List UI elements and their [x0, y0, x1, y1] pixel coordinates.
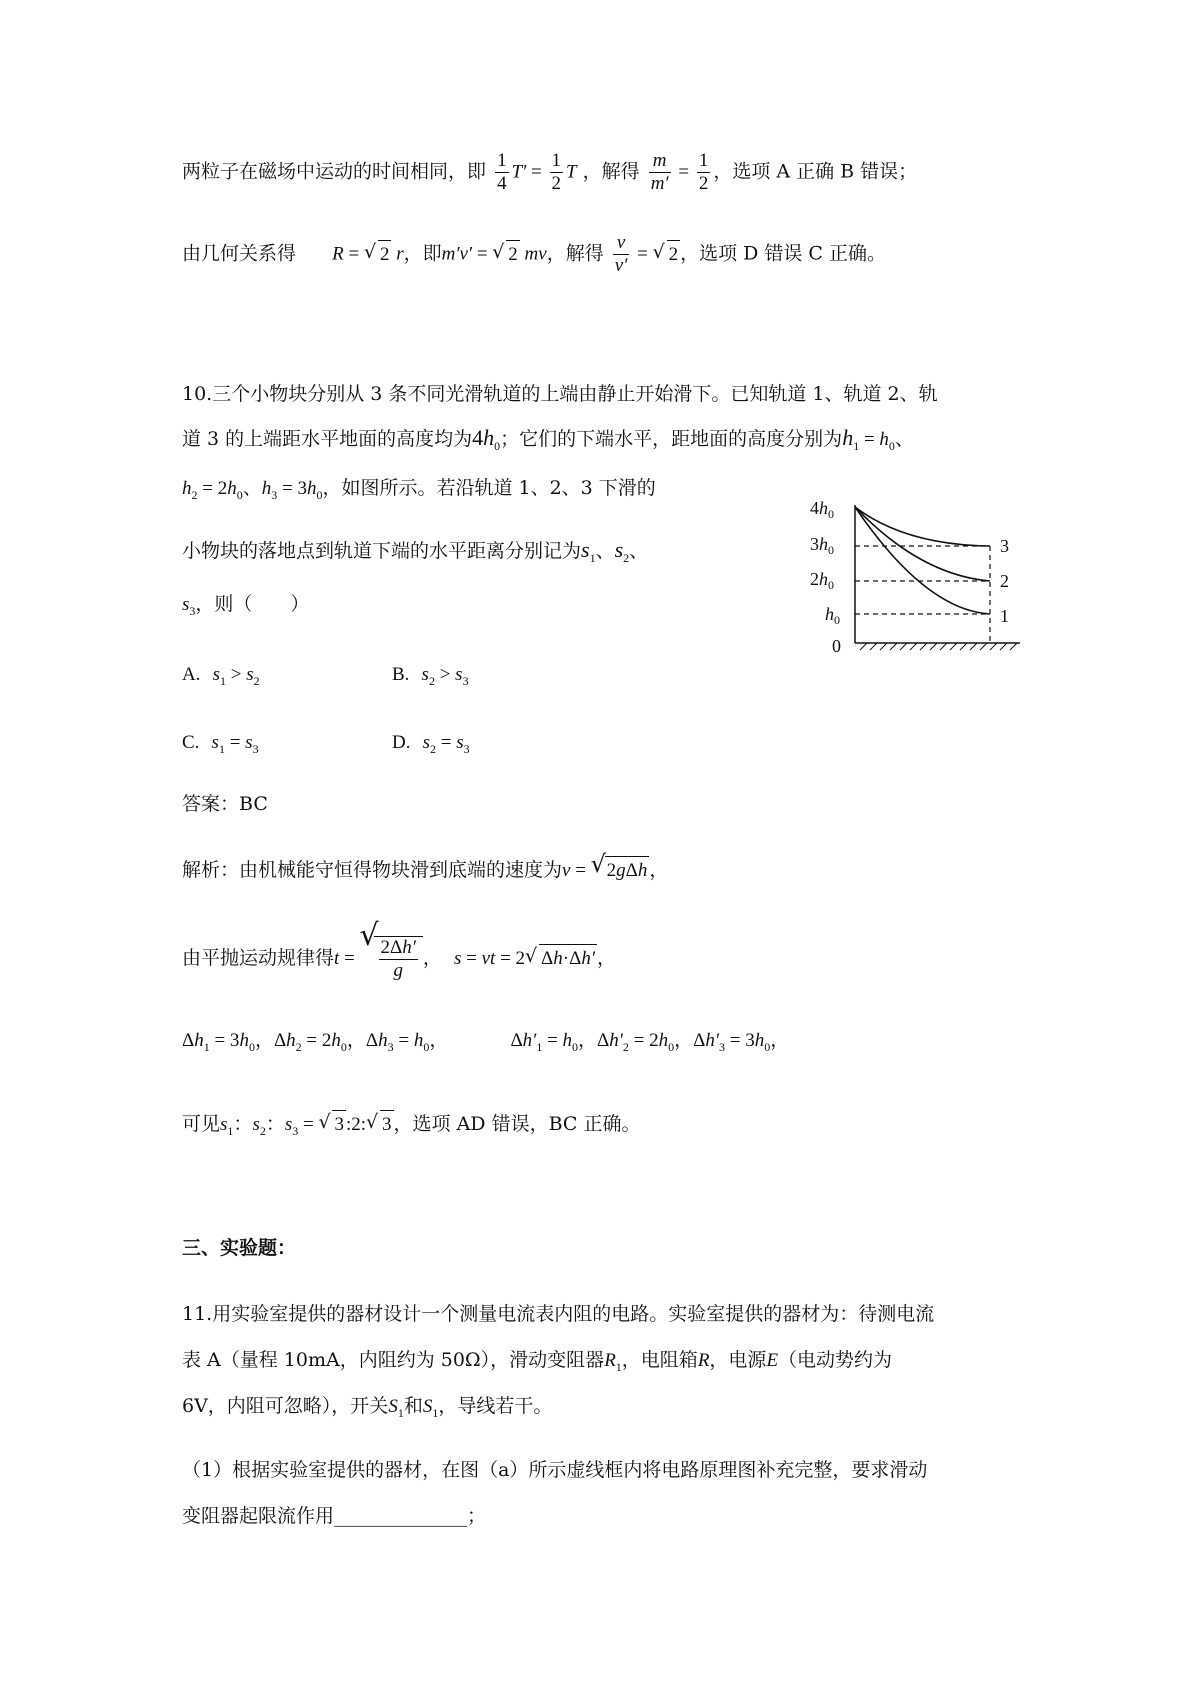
text: ，选项 D 错误 C 正确。: [680, 242, 887, 265]
text: 三、实验题：: [182, 1237, 297, 1259]
fraction: $\frac{1}{4}$: [497, 150, 507, 194]
text: ，即: [403, 242, 442, 265]
track-label-2: 2: [1000, 571, 1009, 591]
fraction: $\frac{m}{m'}$: [650, 150, 669, 194]
fraction: $\frac{2\Delta h'}{g}$: [380, 937, 416, 981]
text: 6V，内阻可忽略），开关: [182, 1395, 389, 1417]
option-d: D. $s_2 = s_3$: [392, 732, 470, 756]
answer-line: [182, 790, 268, 818]
track-diagram: [810, 500, 1050, 660]
text: ，如图所示。若沿轨道 1、2、3 下滑的: [322, 477, 656, 499]
q11-line-3: 6V，内阻可忽略），开关$S_1$和$S_1$，导线若干。: [182, 1395, 553, 1420]
q11-line-4: [182, 1456, 927, 1484]
text: 变阻器起限流作用______________；: [182, 1505, 487, 1527]
text: 11.用实验室提供的器材设计一个测量电流表内阻的电路。实验室提供的器材为：待测电流: [182, 1303, 935, 1325]
text: 由平抛运动规律得: [182, 946, 335, 969]
option-c: C. $s_1 = s_3$: [182, 732, 259, 756]
track-label-1: 1: [1000, 606, 1009, 626]
fraction: $\frac{v}{v'}$: [614, 232, 628, 276]
text: ，电阻箱: [621, 1349, 698, 1371]
text: 表 A（量程 10mA，内阻约为 50Ω），滑动变阻器: [182, 1349, 605, 1371]
fraction: $\frac{1}{2}$: [551, 150, 562, 194]
option-b: B. $s_2 > s_3$: [392, 664, 469, 688]
q10-line-2: 道 3 的上端距水平地面的高度均为$4h_0$；它们的下端水平，距地面的高度分别为$h_1 = h_0$、: [182, 425, 914, 453]
option-a: A. $s_1 > s_2$: [182, 664, 260, 688]
label-4h0: $4h_0$: [810, 500, 834, 521]
solution-line-geometry: 由几何关系得 R = √ 2 r，即m′v′ = √ 2 mv，解得 $\frac{v}{v'}$ = √ 2 ，选项 D 错误 C 正确。: [182, 232, 887, 276]
text: 和: [403, 1395, 423, 1417]
text: ，选项 AD 错误，BC 正确。: [393, 1113, 641, 1135]
fraction: $\frac{1}{2}$: [698, 150, 709, 194]
q10-line-3: $h_2 = 2h_0$、$h_3 = 3h_0$，如图所示。若沿轨道 1、2、3 下滑的: [182, 477, 656, 502]
q11-line-2: 表 A（量程 10mA，内阻约为 50Ω），滑动变阻器$R_1$，电阻箱R，电源E（电动势约为: [182, 1349, 893, 1374]
text: 解析：由机械能守恒得物块滑到底端的速度为: [182, 859, 563, 881]
label-h0: $h_0$: [825, 604, 840, 627]
sqrt: √ 2gΔh: [591, 856, 650, 885]
q10-line-5: $s_3$，则（ ）: [182, 593, 310, 618]
text: 由几何关系得: [182, 242, 297, 265]
sqrt: √ Δh·Δh′: [525, 944, 597, 973]
label-3h0: $3h_0$: [810, 534, 834, 557]
text: 答案：BC: [182, 793, 268, 815]
sqrt: √ 3: [318, 1110, 346, 1139]
solution-line-time: 两粒子在磁场中运动的时间相同，即 $\frac{1}{4}$ T′ = $\frac{1}{2}$ T ，解得 $\frac{m}{m'}$ = $\frac{1}{2}$ ，选项 A 正确 B 错误；: [182, 150, 918, 194]
analysis-line-2: 由平抛运动规律得t = √ $\frac{2\Delta h'}{g}$ ， s = vt = 2 √ Δh·Δh′ ，: [182, 918, 616, 981]
track-2: [855, 507, 990, 581]
sqrt: √ 3: [366, 1110, 394, 1139]
section-heading: [182, 1234, 296, 1262]
q11-line-5: [182, 1502, 486, 1530]
track-label-3: 3: [1000, 536, 1009, 556]
q10-line-4: 小物块的落地点到轨道下端的水平距离分别记为$s_1$、$s_2$、: [182, 537, 649, 565]
text: （1）根据实验室提供的器材，在图（a）所示虚线框内将电路原理图补充完整，要求滑动: [182, 1459, 928, 1481]
analysis-line-3: $\Delta h_1 = 3h_0$，$\Delta h_2 = 2h_0$，$\Delta h_3 = h_0$， $\Delta h'_1 = h_0$，$\Delta h'_2 = 2h_0$，$\Delta h'_3 = 3h_0$，: [182, 1029, 790, 1054]
text: ，则（ ）: [195, 593, 310, 615]
sqrt: √ 2: [492, 240, 520, 269]
text: ，选项 A 正确 B 错误；: [713, 160, 918, 183]
text: ；它们的下端水平，距地面的高度分别为: [500, 428, 843, 450]
label-2h0: $2h_0$: [810, 569, 834, 592]
text: ，导线若干。: [438, 1395, 553, 1417]
text: 道 3 的上端距水平地面的高度均为: [182, 428, 473, 450]
text: （电动势约为: [778, 1349, 893, 1371]
q11-line-1: [182, 1300, 934, 1328]
sqrt: √ $\frac{2\Delta h'}{g}$: [360, 936, 423, 982]
sqrt: √ 2: [653, 240, 681, 269]
label-origin: 0: [832, 636, 841, 656]
q10-line-1: [182, 380, 938, 408]
text: 两粒子在磁场中运动的时间相同，即: [182, 160, 487, 183]
text: 10.三个小物块分别从 3 条不同光滑轨道的上端由静止开始滑下。已知轨道 1、轨道 2、轨: [182, 383, 938, 405]
text: 小物块的落地点到轨道下端的水平距离分别记为: [182, 540, 582, 562]
analysis-line-1: 解析：由机械能守恒得物块滑到底端的速度为v = √ 2gΔh ，: [182, 856, 668, 885]
sqrt: √ 2: [364, 240, 392, 269]
analysis-line-4: 可见$s_1$：$s_2$：$s_3$ = √ 3 :2: √ 3 ，选项 AD 错误，BC 正确。: [182, 1111, 641, 1138]
ground-hatch: [860, 643, 1017, 650]
text: ，电源: [709, 1349, 767, 1371]
text: ，解得: [546, 242, 604, 265]
text: ，解得: [582, 160, 640, 183]
text: 可见: [182, 1113, 221, 1135]
